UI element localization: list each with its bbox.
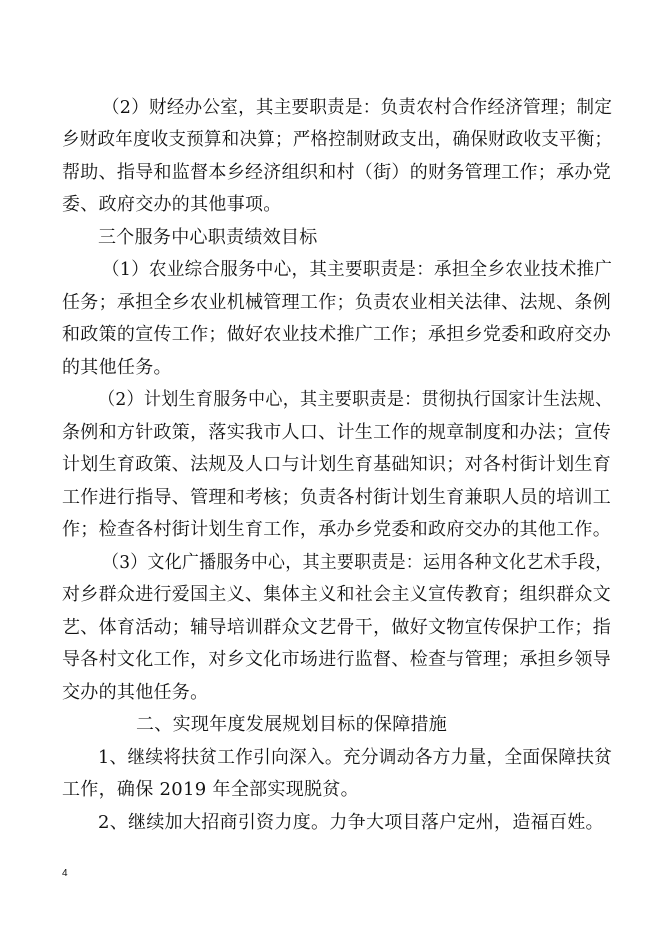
text-line: 导各村文化工作，对乡文化市场进行监督、检查与管理；承担乡领导: [62, 649, 611, 670]
text-line: 工作，确保 2019 年全部实现脱贫。: [62, 779, 359, 800]
text-line: 乡财政年度收支预算和决算；严格控制财政支出，确保财政收支平衡；: [62, 129, 613, 150]
text-line: 工作进行指导、管理和考核；负责各村街计划生育兼职人员的培训工: [62, 487, 611, 508]
text-line: （3）文化广播服务中心，其主要职责是：运用各种文化艺术手段，: [102, 552, 613, 573]
text-line: 任务；承担全乡农业机械管理工作；负责农业相关法律、法规、条例: [62, 292, 611, 313]
text-line: 艺、体育活动；辅导培训群众文艺骨干，做好文物宣传保护工作；指: [62, 617, 611, 638]
text-line: 条例和方针政策，落实我市人口、计生工作的规章制度和办法；宣传: [62, 422, 611, 443]
text-line: （2）计划生育服务中心，其主要职责是：贯彻执行国家计生法规、: [98, 389, 613, 410]
text-line: 计划生育政策、法规及人口与计划生育基础知识；对各村街计划生育: [62, 454, 611, 475]
text-line: 1、继续将扶贫工作引向深入。充分调动各方力量，全面保障扶贫: [98, 747, 613, 768]
text-line: （1）农业综合服务中心，其主要职责是：承担全乡农业技术推广: [102, 259, 613, 280]
section-heading: 二、实现年度发展规划目标的保障措施: [136, 714, 448, 735]
text-line: 和政策的宣传工作；做好农业技术推广工作；承担乡党委和政府交办: [62, 324, 611, 345]
text-line: 委、政府交办的其他事项。: [62, 194, 282, 215]
text-line: 的其他任务。: [62, 357, 172, 378]
text-line: 对乡群众进行爱国主义、集体主义和社会主义宣传教育；组织群众文: [62, 584, 611, 605]
text-line: （2）财经办公室，其主要职责是：负责农村合作经济管理；制定: [102, 97, 613, 118]
page-number: 4: [62, 868, 68, 879]
text-line: 2、继续加大招商引资力度。力争大项目落户定州，造福百姓。: [98, 812, 604, 833]
text-line: 帮助、指导和监督本乡经济组织和村（街）的财务管理工作；承办党: [62, 162, 611, 183]
section-heading: 三个服务中心职责绩效目标: [98, 227, 318, 248]
text-line: 交办的其他任务。: [62, 682, 209, 703]
text-line: 作；检查各村街计划生育工作，承办乡党委和政府交办的其他工作。: [62, 519, 611, 540]
